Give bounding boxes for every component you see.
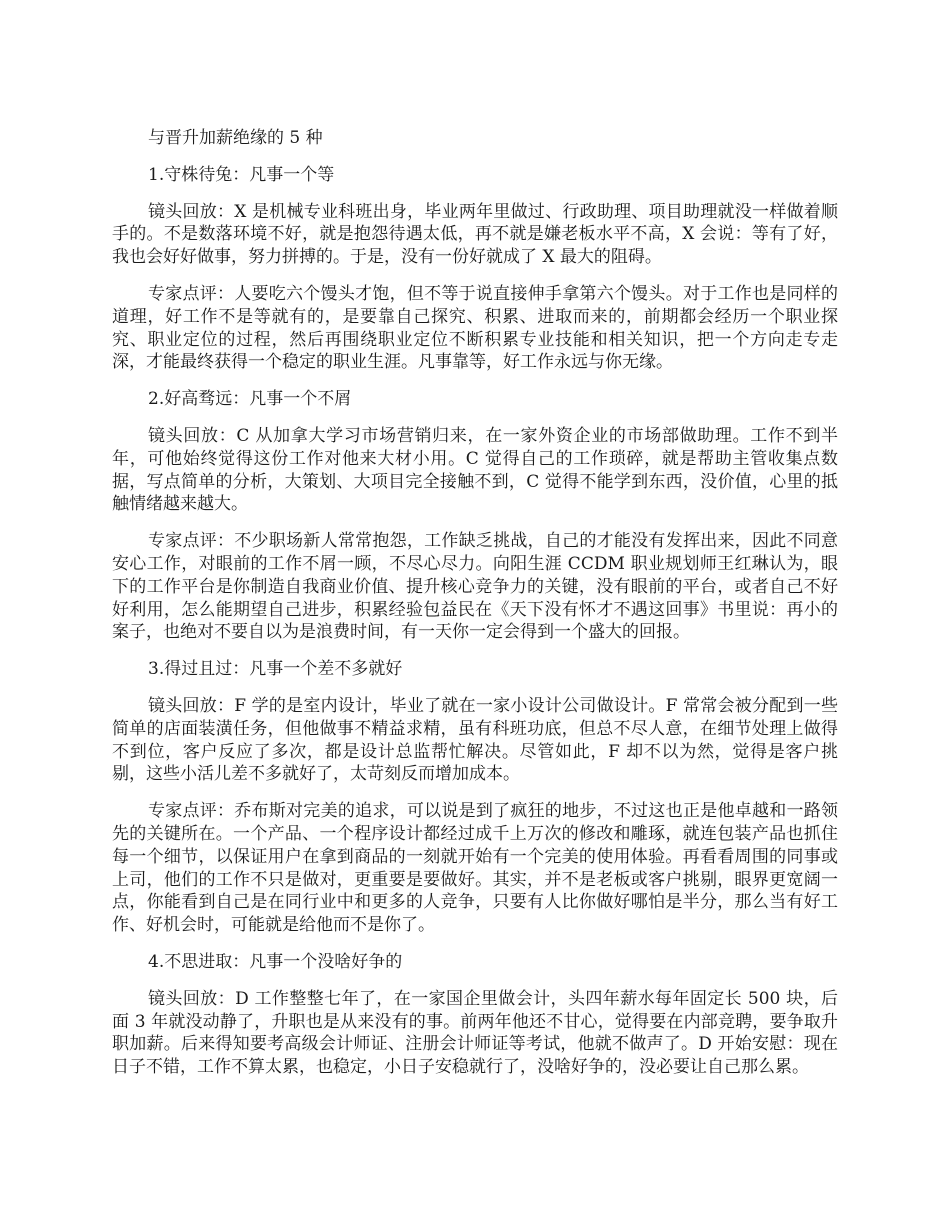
section-heading: 2.好高骛远：凡事一个不屑 <box>148 389 352 410</box>
document-title: 与晋升加薪绝缘的 5 种 <box>148 128 323 148</box>
section-heading: 4.不思进取：凡事一个没啥好争的 <box>148 951 403 972</box>
scene-paragraph: 镜头回放：F 学的是室内设计，毕业了就在一家小设计公司做设计。F 常常会被分配到一些简单的店面装潢任务，但他做事不精益求精，虽有科班功底，但总不尽人意，在细节处理上做得不到位，客户反应了多次，都是设计总监帮忙解决。尽管如此，F 却不以为然，觉得是客户挑剔，这些小活儿差不多就好了，太苛刻反而增加成本。 <box>112 695 838 785</box>
comment-paragraph: 专家点评：乔布斯对完美的追求，可以说是到了疯狂的地步，不过这也正是他卓越和一路领先的关键所在。一个产品、一个程序设计都经过成千上万次的修改和雕琢，就连包装产品也抓住每一个细节，以保证用户在拿到商品的一刻就开始有一个完美的使用体验。再看看周围的同事或上司，他们的工作不只是做对，更重要是要做好。其实，并不是老板或客户挑剔，眼界更宽阔一点，你能看到自己是在同行业中和更多的人竞争，只要有人比你做好哪怕是半分，那么当有好工作、好机会时，可能就是给他而不是你了。 <box>112 801 838 936</box>
comment-paragraph: 专家点评：人要吃六个馒头才饱，但不等于说直接伸手拿第六个馒头。对于工作也是同样的道理，好工作不是等就有的，是要靠自己探究、积累、进取而来的，前期都会经历一个职业探究、职业定位的过程，然后再围绕职业定位不断积累专业技能和相关知识，把一个方向走专走深，才能最终获得一个稳定的职业生涯。凡事靠等，好工作永远与你无缘。 <box>112 283 838 373</box>
document-page <box>112 127 838 1093</box>
scene-paragraph: 镜头回放：C 从加拿大学习市场营销归来，在一家外资企业的市场部做助理。工作不到半年，可他始终觉得这份工作对他来大材小用。C 觉得自己的工作琐碎，就是帮助主管收集点数据，写点简单的分析，大策划、大项目完全接触不到，C 觉得不能学到东西，没价值，心里的抵触情绪越来越大。 <box>112 425 838 515</box>
scene-paragraph: 镜头回放：X 是机械专业科班出身，毕业两年里做过、行政助理、项目助理就没一样做着顺手的。不是数落环境不好，就是抱怨待遇太低，再不就是嫌老板水平不高，X 会说：等有了好，我也会好好做事，努力拼搏的。于是，没有一份好就成了 X 最大的阻碍。 <box>112 201 838 268</box>
scene-paragraph: 镜头回放：D 工作整整七年了，在一家国企里做会计，头四年薪水每年固定长 500 块，后面 3 年就没动静了，升职也是从来没有的事。前两年他还不甘心，觉得要在内部竞聘，要争取升职加薪。后来得知要考高级会计师证、注册会计师证等考试，他就不做声了。D 开始安慰：现在日子不错，工作不算太累，也稳定，小日子安稳就行了，没啥好争的，没必要让自己那么累。 <box>112 988 838 1078</box>
comment-paragraph: 专家点评：不少职场新人常常抱怨，工作缺乏挑战，自己的才能没有发挥出来，因此不同意安心工作，对眼前的工作不屑一顾，不尽心尽力。向阳生涯 CCDM 职业规划师王红琳认为，眼下的工作平台是你制造自我商业价值、提升核心竞争力的关键，没有眼前的平台，或者自己不好好利用，怎么能期望自己进步，积累经验包益民在《天下没有怀才不遇这回事》书里说：再小的案子，也绝对不要自以为是浪费时间，有一天你一定会得到一个盛大的回报。 <box>112 531 838 643</box>
section-heading: 1.守株待兔：凡事一个等 <box>148 164 335 185</box>
section-heading: 3.得过且过：凡事一个差不多就好 <box>148 659 403 680</box>
